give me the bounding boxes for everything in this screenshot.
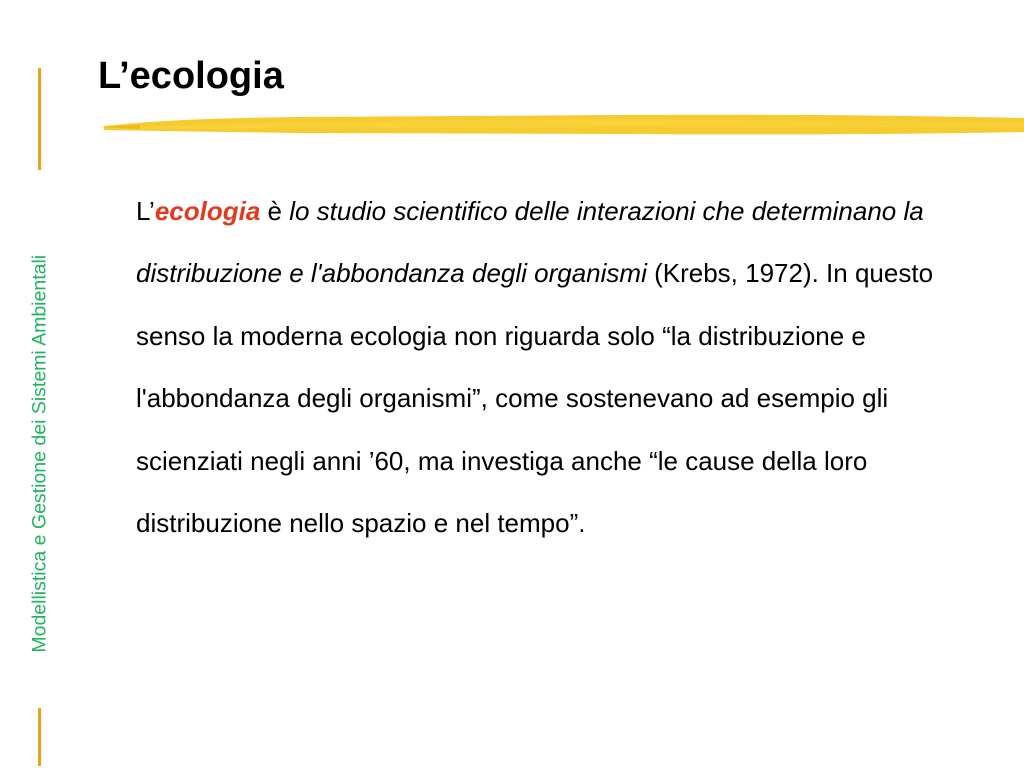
definition-text-block xyxy=(136,180,966,554)
sidebar-course-label: Modellistica e Gestione dei Sistemi Ambientali xyxy=(28,254,51,653)
title-highlight-stroke xyxy=(100,104,1024,144)
definition-quote: lo studio scientifico delle interazioni che determinano la distribuzione e l'abbondanza degli organismi xyxy=(136,196,924,289)
paragraph-rest: (Krebs, 1972). In questo senso la moderna ecologia non riguarda solo “la distribuzione e l'abbondanza degli organismi”, come sostenevano ad esempio gli scienziati negli anni ’60, ma investiga anche “le cause della loro distribuzione nello spazio e nel tempo”. xyxy=(136,258,934,539)
paragraph-verb: è xyxy=(260,196,290,226)
definition-paragraph xyxy=(136,180,966,554)
sidebar-accent-line-bottom xyxy=(38,708,41,766)
paragraph-prefix: L’ xyxy=(136,196,155,226)
ecologia-term: ecologia xyxy=(154,196,261,226)
sidebar-accent-line-top xyxy=(38,68,41,170)
slide-title: L’ecologia xyxy=(98,55,284,97)
